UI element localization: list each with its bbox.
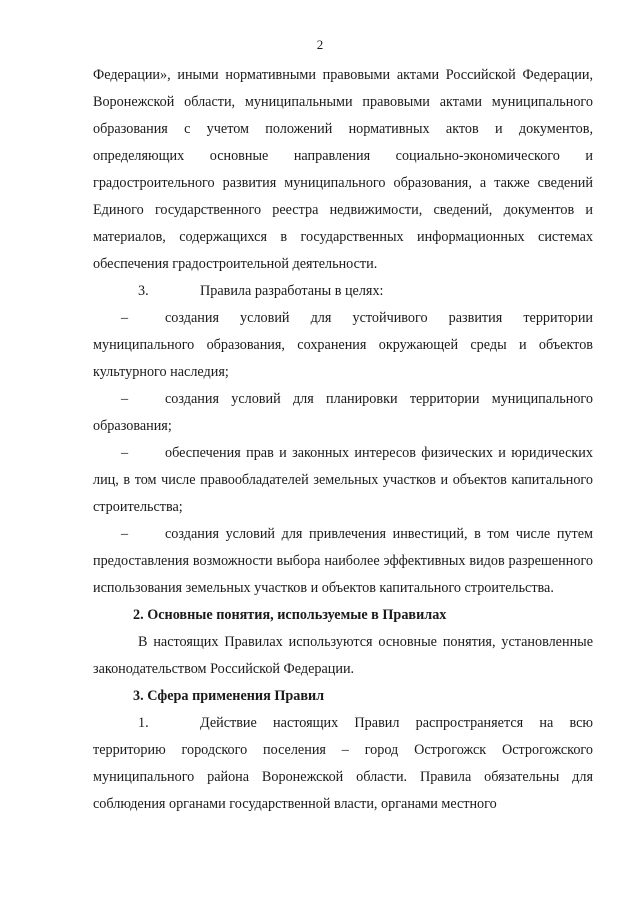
list-item [93, 440, 593, 521]
paragraph-continuation: Федерации», иными нормативными правовыми актами Российской Федерации, Воронежской области, муниципальными правовыми актами муниципального образования с учетом положений нормативных актов и документов, определяющих основные направления социально-экономического и градостроительного развития муниципального образования, а также сведений Единого государственного реестра недвижимости, сведений, документов и материалов, содержащихся в государственных информационных системах обеспечения градостроительной деятельности. [93, 67, 593, 272]
document-body [93, 62, 593, 818]
paragraph-definitions: В настоящих Правилах используются основные понятия, установленные законодательством Российской Федерации. [93, 634, 593, 677]
list-item-text: создания условий для привлечения инвестиций, в том числе путем предоставления возможности выбора наиболее эффективных видов разрешенного использования земельных участков и объектов капитального строительства. [93, 526, 593, 596]
paragraph-goals-intro [93, 278, 593, 305]
list-item [93, 521, 593, 602]
section-heading: 2. Основные понятия, используемые в Правилах [133, 607, 447, 623]
dash-marker: – [121, 445, 129, 461]
paragraph-text: Действие настоящих Правил распространяется на всю территорию городского поселения – город Острогожск Острогожского муниципального района Воронежской области. Правила обязательны для соблюдения органами государственной власти, органами местного [93, 715, 593, 812]
page-number: 2 [316, 37, 324, 52]
dash-marker: – [121, 310, 129, 326]
dash-marker: – [121, 391, 129, 407]
list-item [93, 386, 593, 440]
paragraph-scope [93, 710, 593, 818]
list-item-text: создания условий для устойчивого развития территории муниципального образования, сохранения окружающей среды и объектов культурного наследия; [93, 310, 593, 380]
section-heading: 3. Сфера применения Правил [133, 688, 325, 704]
paragraph-number: 3. [138, 283, 149, 299]
dash-marker: – [121, 526, 129, 542]
list-item [93, 305, 593, 386]
paragraph-text: Правила разработаны в целях: [200, 283, 384, 299]
paragraph-number: 1. [138, 715, 149, 731]
list-item-text: создания условий для планировки территории муниципального образования; [93, 391, 593, 434]
list-item-text: обеспечения прав и законных интересов физических и юридических лиц, в том числе правообладателей земельных участков и объектов капитального строительства; [93, 445, 593, 515]
